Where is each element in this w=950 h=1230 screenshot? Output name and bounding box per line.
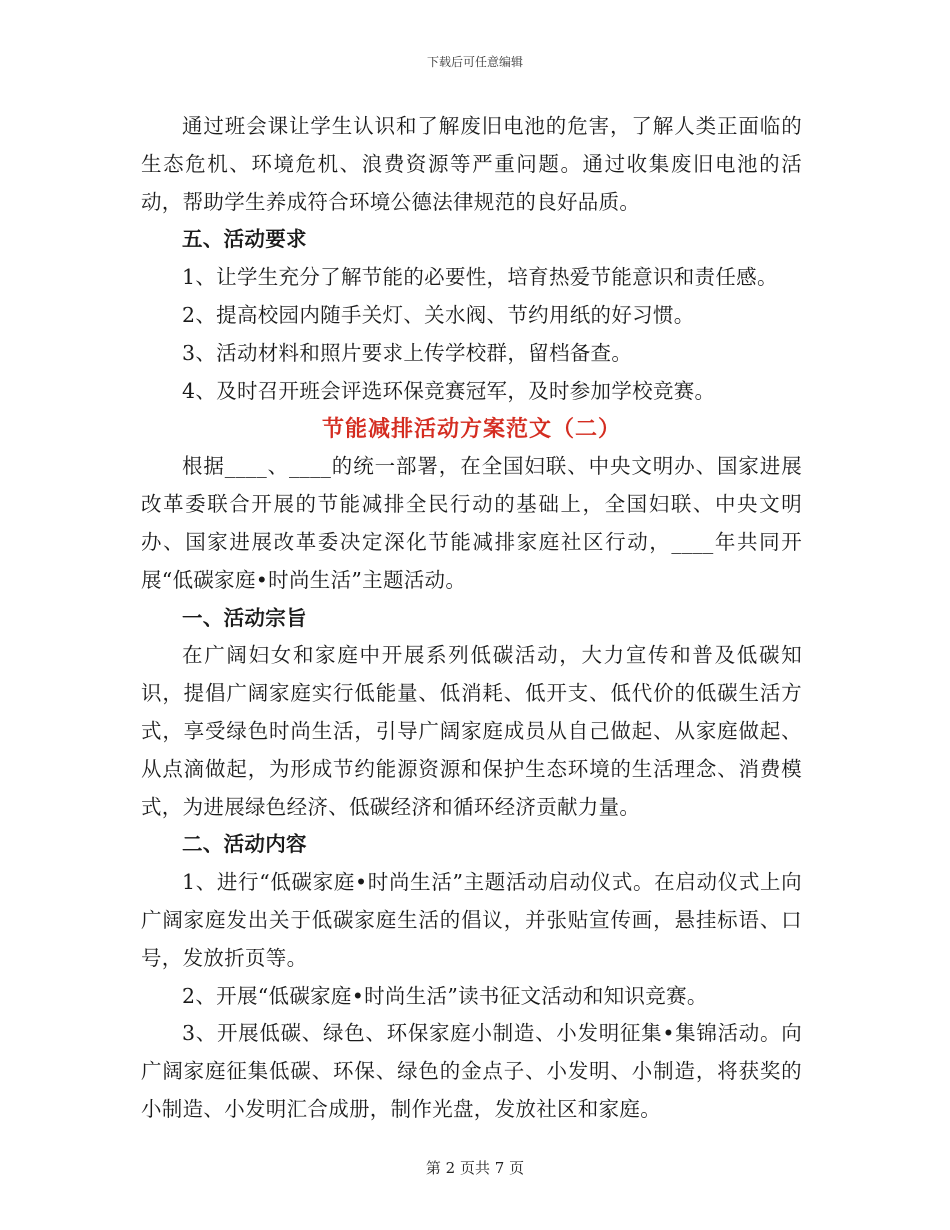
list-item: 1、让学生充分了解节能的必要性，培育热爱节能意识和责任感。 bbox=[182, 265, 778, 290]
section-heading: 五、活动要求 bbox=[182, 227, 307, 252]
list-item: 3、开展低碳、绿色、环保家庭小制造、小发明征集•集锦活动。向广阔家庭征集低碳、环保、绿色的金点子、小发明、小制造，将获奖的小制造、小发明汇合成册，制作光盘，发放社区和家庭。 bbox=[141, 1021, 802, 1121]
list-item: 3、活动材料和照片要求上传学校群，留档备查。 bbox=[182, 340, 633, 365]
page-header: 下载后可任意编辑 bbox=[426, 55, 523, 69]
paragraph: 在广阔妇女和家庭中开展系列低碳活动，大力宣传和普及低碳知识，提倡广阔家庭实行低能量、低消耗、低开支、低代价的低碳生活方式，享受绿色时尚生活，引导广阔家庭成员从自己做起、从家庭做起、从点滴做起，为形成节约能源资源和保护生态环境的生活理念、消费模式，为进展绿色经济、低碳经济和循环经济贡献力量。 bbox=[141, 643, 802, 819]
list-item: 4、及时召开班会评选环保竞赛冠军，及时参加学校竞赛。 bbox=[182, 378, 716, 403]
list-item: 2、开展“低碳家庭•时尚生活”读书征文活动和知识竞赛。 bbox=[182, 983, 708, 1008]
page-footer: 第 2 页共 7 页 bbox=[425, 1159, 525, 1177]
paragraph: 通过班会课让学生认识和了解废旧电池的危害，了解人类正面临的生态危机、环境危机、浪费资源等严重问题。通过收集废旧电池的活动，帮助学生养成符合环境公德法律规范的良好品质。 bbox=[141, 114, 802, 214]
list-item: 1、进行“低碳家庭•时尚生活”主题活动启动仪式。在启动仪式上向广阔家庭发出关于低碳家庭生活的倡议，并张贴宣传画，悬挂标语、口号，发放折页等。 bbox=[141, 870, 802, 970]
paragraph: 根据____、____的统一部署，在全国妇联、中央文明办、国家进展改革委联合开展的节能减排全民行动的基础上，全国妇联、中央文明办、国家进展改革委决定深化节能减排家庭社区行动，____年共同开展“低碳家庭•时尚生活”主题活动。 bbox=[141, 454, 802, 592]
section-heading: 二、活动内容 bbox=[182, 832, 307, 857]
document-body bbox=[141, 108, 802, 1129]
document-title: 节能减排活动方案范文（二） bbox=[321, 416, 621, 443]
list-item: 2、提高校园内随手关灯、关水阀、节约用纸的好习惯。 bbox=[182, 302, 695, 327]
section-heading: 一、活动宗旨 bbox=[182, 605, 307, 630]
